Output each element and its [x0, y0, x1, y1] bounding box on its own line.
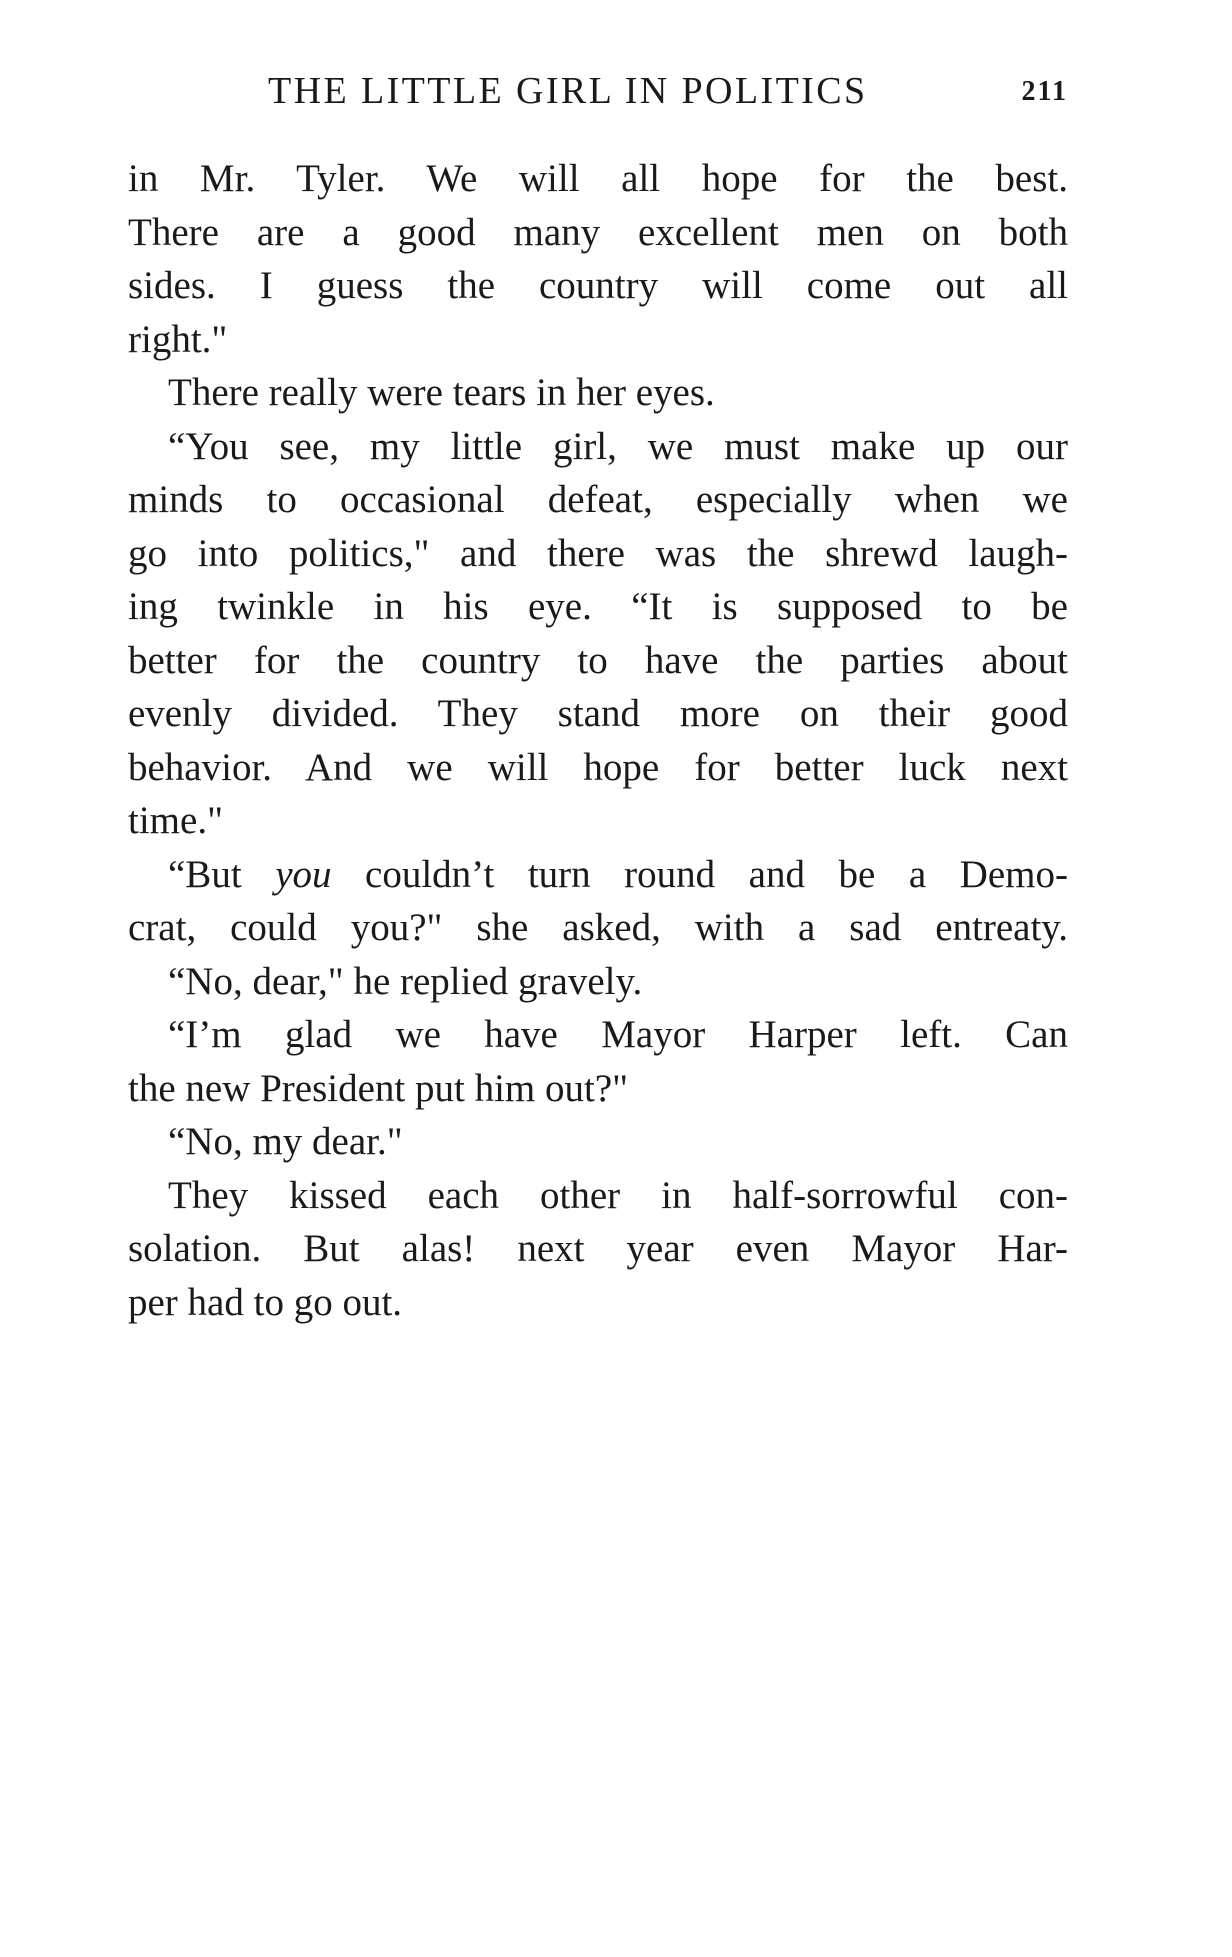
text-line-content: time." [128, 799, 223, 842]
text-line-content: “I’m glad we have Mayor Harper left. Can [168, 1013, 1068, 1056]
emphasized-word: you [275, 852, 332, 896]
running-head [128, 66, 1068, 116]
text-line-content: They kissed each other in half-sorrowful con- [168, 1173, 1068, 1217]
text-line-content: “No, my dear." [168, 1120, 403, 1163]
text-line [128, 687, 1068, 741]
text-line-content: per had to go out. [128, 1280, 403, 1324]
text-line [128, 1222, 1068, 1276]
text-line [128, 901, 1068, 955]
text-line [128, 527, 1068, 581]
text-line-content: the new President put him out?" [128, 1066, 629, 1110]
text-line [128, 955, 1068, 1009]
text-line [128, 1115, 1068, 1169]
text-line-content: better for the country to have the parties about [128, 638, 1068, 682]
text-line-content: evenly divided. They stand more on their good [128, 692, 1068, 735]
text-line-content: go into politics," and there was the shrewd laugh- [128, 531, 1068, 575]
text-line [128, 794, 1068, 848]
body-text [128, 152, 1068, 1329]
text-line [128, 152, 1068, 206]
text-line-content: right." [128, 317, 228, 361]
text-line [128, 741, 1068, 795]
text-line [128, 473, 1068, 527]
text-line [128, 1062, 1068, 1116]
text-line [128, 1169, 1068, 1223]
text-line-content: behavior. And we will hope for better luck next [128, 745, 1068, 789]
page-number: 211 [1021, 76, 1068, 107]
text-line-content: There are a good many excellent men on both [128, 210, 1068, 254]
text-line [128, 848, 1068, 902]
text-line [128, 580, 1068, 634]
text-line-content: in Mr. Tyler. We will all hope for the best. [128, 157, 1068, 200]
text-line [128, 634, 1068, 688]
text-line-content: solation. But alas! next year even Mayor Har- [128, 1227, 1068, 1270]
text-line-content: crat, could you?" she asked, with a sad entreaty. [128, 906, 1068, 949]
text-line-content: sides. I guess the country will come out all [128, 264, 1068, 307]
text-line-content: ing twinkle in his eye. “It is supposed to be [128, 585, 1068, 628]
text-line-before: “But [168, 852, 276, 896]
text-line [128, 1008, 1068, 1062]
text-line-content: There really were tears in her eyes. [168, 371, 715, 414]
text-line [128, 1276, 1068, 1330]
text-line-content: “No, dear," he replied gravely. [168, 959, 643, 1003]
running-title: THE LITTLE GIRL IN POLITICS [268, 70, 868, 112]
text-line-after: couldn’t turn round and be a Demo- [331, 852, 1068, 896]
text-line [128, 366, 1068, 420]
text-line [128, 259, 1068, 313]
text-line-content: minds to occasional defeat, especially when we [128, 478, 1068, 521]
text-line [128, 420, 1068, 474]
text-line-content: “You see, my little girl, we must make up our [168, 424, 1068, 468]
text-line [128, 313, 1068, 367]
text-line [128, 206, 1068, 260]
